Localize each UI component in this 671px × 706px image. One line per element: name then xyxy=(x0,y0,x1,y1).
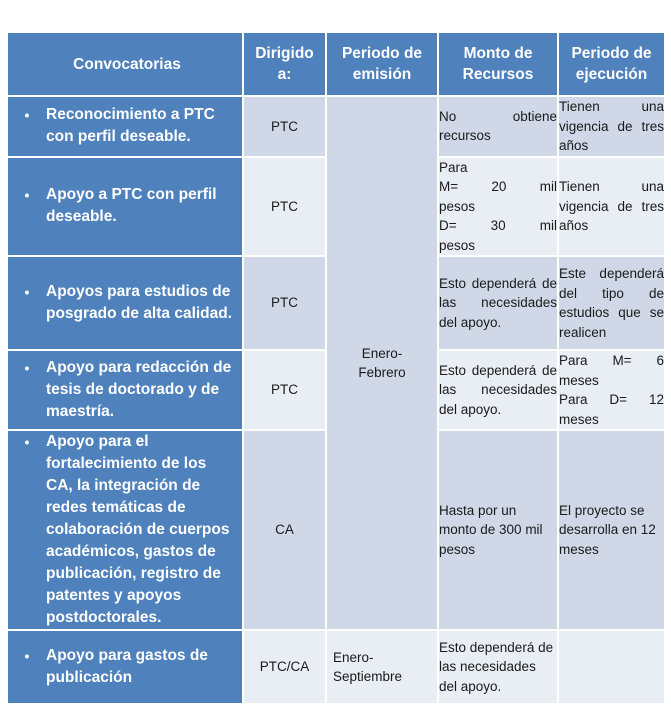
header-periodo-emision: Periodo de emisión xyxy=(326,32,438,96)
header-convocatorias: Convocatorias xyxy=(7,32,243,96)
header-periodo-ejecucion: Periodo de ejecución xyxy=(558,32,665,96)
ejecucion-cell: El proyecto se desarrolla en 12 meses xyxy=(558,430,665,630)
ejecucion-cell: Este dependerá del tipo de estudios que se realicen xyxy=(558,256,665,350)
monto-line xyxy=(439,216,557,236)
periodo-line: Enero- xyxy=(361,345,403,361)
convocatoria-name: Apoyos para estudios de posgrado de alta calidad. xyxy=(46,283,233,322)
header-row xyxy=(7,32,665,96)
ejecucion-cell xyxy=(558,350,665,430)
table-row xyxy=(7,630,665,704)
ejecucion-label: D= xyxy=(609,392,628,407)
convocatorias-table xyxy=(6,31,666,705)
ejecucion-line xyxy=(559,351,664,371)
dirigido-cell: PTC xyxy=(243,256,326,350)
dirigido-cell: PTC xyxy=(243,96,326,157)
monto-label: D= xyxy=(439,218,457,233)
ejecucion-label: Para xyxy=(559,392,588,407)
ejecucion-label: Para xyxy=(559,353,588,368)
ejecucion-cell: Tienen una vigencia de tres años xyxy=(558,96,665,157)
convocatoria-cell xyxy=(7,157,243,257)
ejecucion-line: meses xyxy=(559,372,599,388)
table-row xyxy=(7,96,665,157)
convocatoria-name: Apoyo a PTC con perfil deseable. xyxy=(46,186,217,226)
monto-line: Para xyxy=(439,159,468,175)
periodo-line: Septiembre xyxy=(333,669,403,684)
header-monto: Monto de Recursos xyxy=(438,32,558,96)
monto-cell: Hasta por un monto de 300 mil pesos xyxy=(438,430,558,630)
convocatoria-cell xyxy=(7,350,243,430)
monto-cell: Esto dependerá de las necesidades del apoyo. xyxy=(438,256,558,350)
periodo-line: Enero- xyxy=(333,649,374,665)
convocatoria-cell xyxy=(7,256,243,350)
dirigido-cell: PTC/CA xyxy=(243,630,326,704)
monto-label: M= xyxy=(439,179,459,194)
ejecucion-value: 6 xyxy=(656,353,664,368)
monto-line: pesos xyxy=(439,237,476,253)
dirigido-cell: CA xyxy=(243,430,326,630)
monto-line: pesos xyxy=(439,198,476,214)
dirigido-cell: PTC xyxy=(243,157,326,257)
bullet-icon: • xyxy=(24,360,30,376)
ejecucion-label: M= xyxy=(612,353,632,368)
dirigido-cell: PTC xyxy=(243,350,326,430)
convocatoria-cell xyxy=(7,96,243,157)
convocatoria-name: Apoyo para gastos de publicación xyxy=(46,647,208,686)
ejecucion-value: 12 xyxy=(648,392,664,407)
header-dirigido: Dirigido a: xyxy=(243,32,326,96)
ejecucion-cell: Tienen una vigencia de tres años xyxy=(558,157,665,257)
bullet-icon: • xyxy=(24,107,30,124)
periodo-emision-cell xyxy=(326,630,438,704)
bullet-icon: • xyxy=(24,648,30,664)
convocatoria-cell xyxy=(7,430,243,630)
ejecucion-line xyxy=(559,390,664,410)
convocatoria-name: Reconocimiento a PTC con perfil deseable. xyxy=(46,106,215,146)
periodo-line: Febrero xyxy=(358,365,406,380)
monto-cell: Esto dependerá de las necesidades del apoyo. xyxy=(438,630,558,704)
monto-cell xyxy=(438,157,558,257)
monto-value: 20 xyxy=(491,179,507,194)
ejecucion-cell xyxy=(558,630,665,704)
monto-cell: Esto dependerá de las necesidades del apoyo. xyxy=(438,350,558,430)
monto-line xyxy=(439,177,557,197)
convocatoria-name: Apoyo para redacción de tesis de doctorado y de maestría. xyxy=(46,359,232,420)
convocatoria-cell xyxy=(7,630,243,704)
periodo-emision-cell xyxy=(326,96,438,630)
ejecucion-line: meses xyxy=(559,411,599,427)
monto-unit: mil xyxy=(539,179,557,194)
monto-cell: No obtiene recursos xyxy=(438,96,558,157)
bullet-icon: • xyxy=(24,434,30,450)
convocatoria-name: Apoyo para el fortalecimiento de los CA, la integración de redes temáticas de colaboración de cuerpos académicos, gastos de publicación, registro de patentes y apoyos postdoctorales. xyxy=(46,433,230,626)
bullet-icon: • xyxy=(24,284,30,300)
monto-value: 30 xyxy=(490,218,506,233)
monto-unit: mil xyxy=(539,218,557,233)
bullet-icon: • xyxy=(24,187,30,204)
